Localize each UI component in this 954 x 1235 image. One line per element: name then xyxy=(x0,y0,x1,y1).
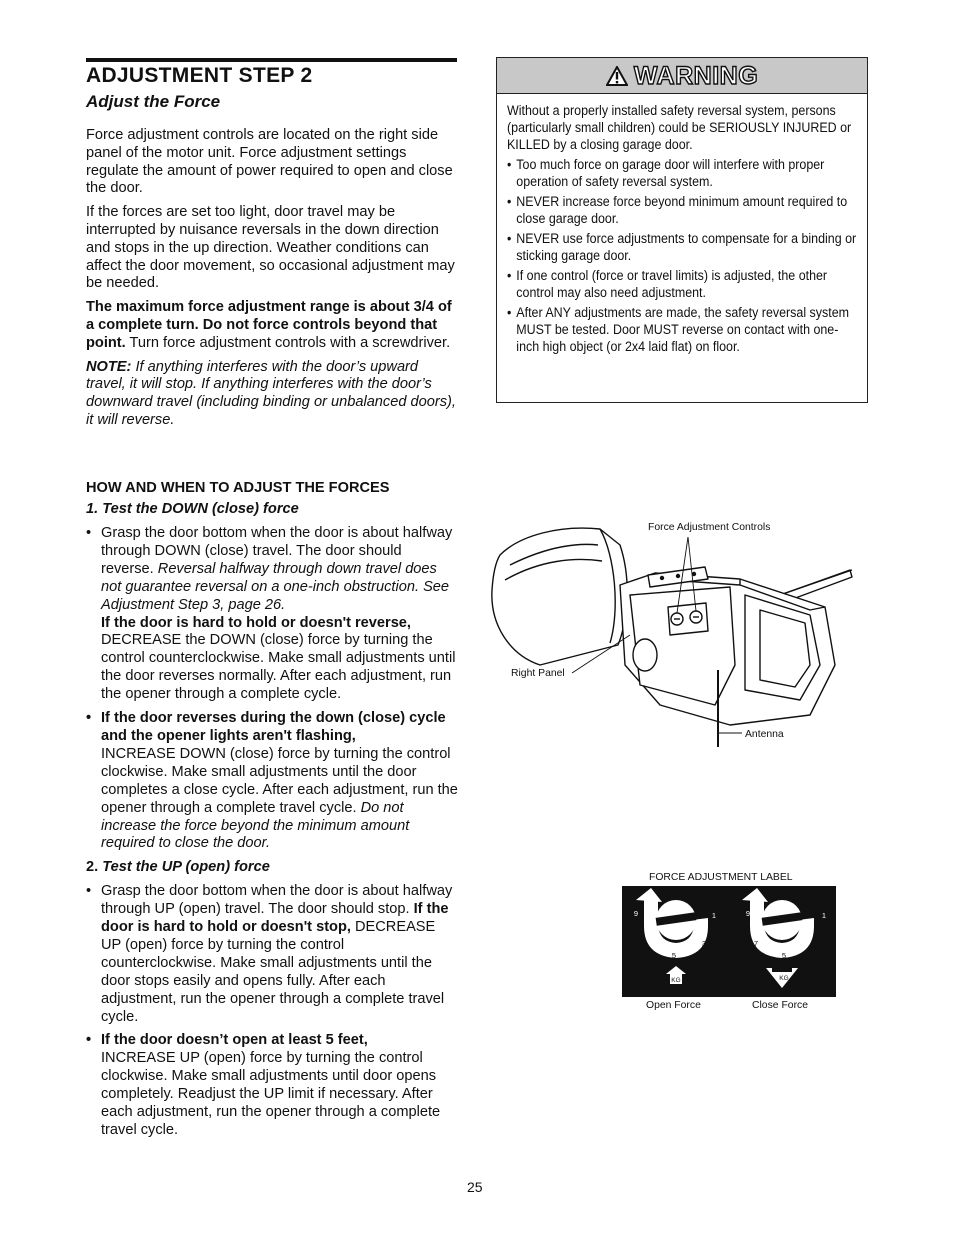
up-test-text: Test the UP (open) force xyxy=(102,859,270,876)
opener-illustration xyxy=(480,515,880,755)
warning-bullet-2: NEVER increase force beyond minimum amount required to close garage door. xyxy=(516,194,848,226)
force-label-title: FORCE ADJUSTMENT LABEL xyxy=(649,872,793,883)
label-antenna: Antenna xyxy=(745,729,784,740)
top-rule xyxy=(86,58,457,62)
down-b1-rest: DECREASE the DOWN (close) force by turning the control counterclockwise. Make small adjustments until the door reverses normally. After each adjustment, run the opener through a complete cycle. xyxy=(101,632,456,703)
open-dial-3: 3 xyxy=(701,939,707,948)
note-label: NOTE: xyxy=(86,358,132,375)
warning-bullet-5: After ANY adjustments are made, the safety reversal system MUST be tested. Door MUST reverse on contact with one-inch high object (or 2x4 laid flat) on floor. xyxy=(516,305,850,354)
bullet-icon: • xyxy=(86,710,92,727)
intro-paragraph-1: Force adjustment controls are located on the right side panel of the motor unit. Force adjustment settings regulate the amount of power required to open and close the door. xyxy=(86,127,453,197)
open-dial-1: 1 xyxy=(711,911,717,920)
warning-bullet-3: NEVER use force adjustments to compensate for a binding or sticking garage door. xyxy=(516,231,857,263)
down-b2-italic: Do not increase the force beyond the minimum amount required to close the door. xyxy=(101,799,410,852)
down-b1-text: Grasp the door bottom when the door is about halfway through DOWN (close) travel. The door should reverse. xyxy=(101,525,453,577)
intro-paragraph-2: If the forces are set too light, door travel may be interrupted by nuisance reversals in the down direction and stops in the up direction. Weather conditions can affect the door movement, so occasional adjustment may be needed. xyxy=(86,204,455,292)
close-kg-label: KG xyxy=(779,975,789,982)
note-text: If anything interferes with the door’s upward travel, it will stop. If anything interferes with the door’s downward travel (including binding or unbalanced doors), it will reverse. xyxy=(86,358,456,428)
up-b2-text: INCREASE UP (open) force by turning the control clockwise. Make small adjustments until door opens completely. Readjust the UP limit if necessary. After each adjustment, run the opener through a complete travel cycle. xyxy=(101,1050,441,1138)
close-dial-7: 7 xyxy=(753,939,759,948)
open-dial-7: 7 xyxy=(641,939,647,948)
warning-header xyxy=(497,58,867,94)
list-item: • NEVER use force adjustments to compensate for a binding or sticking garage door. xyxy=(507,231,857,263)
down-b2-bold: If the door reverses during the down (close) cycle and the opener lights aren't flashing, xyxy=(101,710,446,744)
close-force-label: Close Force xyxy=(752,1000,809,1011)
open-kg-label: KG xyxy=(671,977,681,984)
page-number: 25 xyxy=(467,1179,483,1195)
list-item xyxy=(86,883,458,1026)
up-b1-bold: If the door is hard to hold or doesn't stop, xyxy=(101,901,449,936)
page-title: ADJUSTMENT STEP 2 xyxy=(86,64,313,87)
warning-triangle-icon xyxy=(606,66,628,86)
intro-text xyxy=(86,127,458,436)
down-test-list xyxy=(86,525,458,1146)
up-test-label xyxy=(86,859,458,877)
warning-title: WARNING xyxy=(633,62,759,90)
down-b2-text: INCREASE DOWN (close) force by turning the control clockwise. Make small adjustments until the door completes a close cycle. After each adjustment, run the opener through a complete travel cycle. xyxy=(101,745,458,816)
list-item: • After ANY adjustments are made, the safety reversal system MUST be tested. Door MUST reverse on contact with one-inch high object (or 2x4 laid flat) on floor. xyxy=(507,305,850,354)
bullet-icon: • xyxy=(86,525,92,541)
open-dial-9: 9 xyxy=(633,909,639,918)
label-right-panel: Right Panel xyxy=(511,668,565,679)
down-b1-italic: Reversal halfway through down travel does not guarantee reversal on a one-inch obstruction. See Adjustment Step 3, page 26. xyxy=(101,560,450,613)
warning-body xyxy=(507,102,857,358)
light-cover-shape xyxy=(492,528,627,665)
max-range-rest: Turn force adjustment controls with a screwdriver. xyxy=(125,334,451,351)
up-b1-text: Grasp the door bottom when the door is about halfway through UP (open) travel. The door should stop. xyxy=(101,883,453,918)
close-dial-3: 3 xyxy=(813,939,819,948)
bullet-icon: • xyxy=(86,1032,92,1049)
warning-bullet-1: Too much force on garage door will interfere with proper operation of safety reversal system. xyxy=(516,157,825,189)
open-dial-5: 5 xyxy=(671,951,677,960)
down-test-label: 1. Test the DOWN (close) force xyxy=(86,501,299,517)
close-dial-9: 9 xyxy=(745,909,751,918)
up-test-num: 2. xyxy=(86,859,99,876)
max-range-bold: The maximum force adjustment range is about 3/4 of a complete turn. Do not force controls beyond that point. xyxy=(86,299,452,351)
down-b1-bold: If the door is hard to hold or doesn't reverse, xyxy=(101,614,411,631)
label-force-controls: Force Adjustment Controls xyxy=(648,522,771,533)
list-item xyxy=(86,710,458,853)
bullet-icon: • xyxy=(86,883,92,900)
page-subtitle: Adjust the Force xyxy=(86,92,221,111)
warning-intro: Without a properly installed safety reversal system, persons (particularly small children) could be SERIOUSLY INJURED or KILLED by a closing garage door. xyxy=(507,103,852,152)
up-b2-bold: If the door doesn’t open at least 5 feet, xyxy=(101,1032,368,1049)
how-to-heading: HOW AND WHEN TO ADJUST THE FORCES xyxy=(86,480,390,496)
warning-box xyxy=(496,57,868,403)
warning-bullet-4: If one control (force or travel limits) is adjusted, the other control may also need adjustment. xyxy=(516,268,828,300)
close-dial-5: 5 xyxy=(781,951,787,960)
up-b1-rest: DECREASE UP (open) force by turning the control counterclockwise. Make small adjustments until the door stops easily and opens fully. After each adjustment, run the opener through a complete travel cycle. xyxy=(101,919,445,1025)
list-item: • NEVER increase force beyond minimum amount required to close garage door. xyxy=(507,194,848,226)
open-force-label: Open Force xyxy=(646,1000,701,1011)
list-item: • Too much force on garage door will interfere with proper operation of safety reversal system. xyxy=(507,157,825,189)
close-dial-1: 1 xyxy=(821,911,827,920)
list-item xyxy=(86,1032,458,1139)
list-item: • If one control (force or travel limits) is adjusted, the other control may also need adjustment. xyxy=(507,268,828,300)
note-paragraph xyxy=(86,359,458,430)
force-adjustment-label xyxy=(622,886,836,997)
intro-paragraph-3 xyxy=(86,299,458,352)
list-item xyxy=(86,525,458,704)
